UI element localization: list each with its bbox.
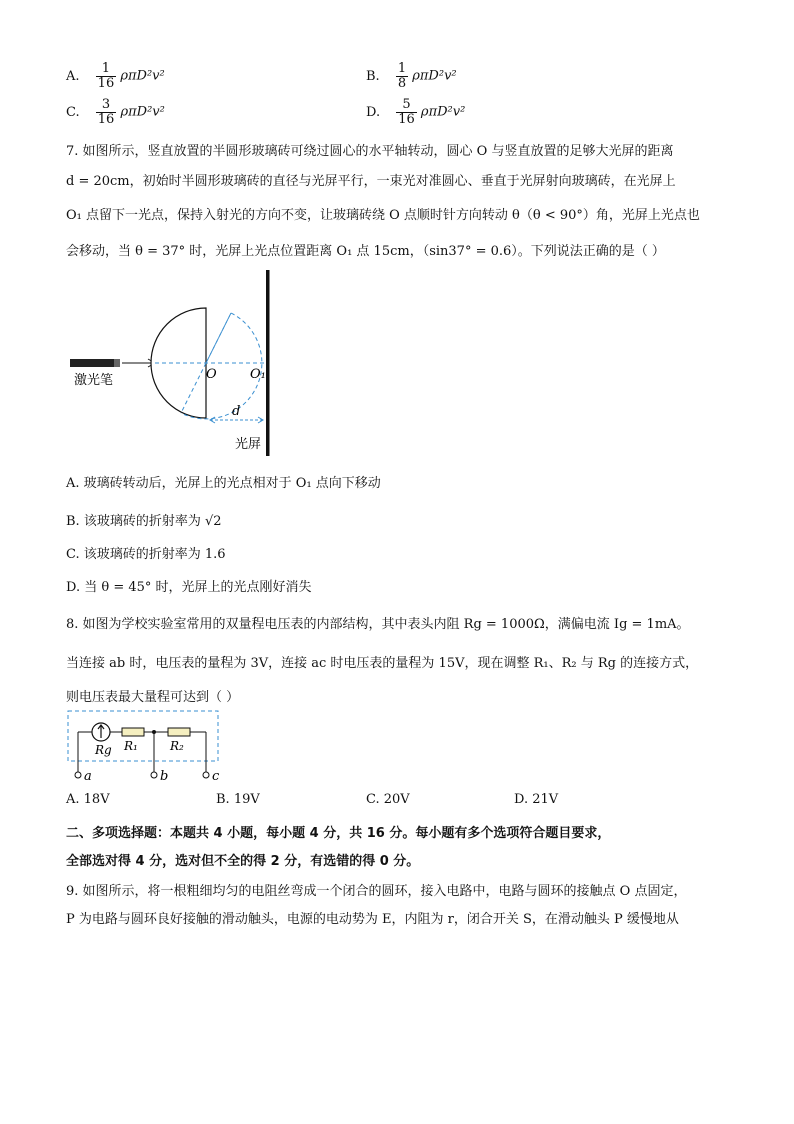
q7-line-1: 7. 如图所示，竖直放置的半圆形玻璃砖可绕过圆心的水平轴转动，圆心 O 与竖直放置的足够大光屏的距离 bbox=[66, 144, 674, 159]
svg-text:b: b bbox=[160, 769, 169, 784]
q9-line-2: P 为电路与圆环良好接触的滑动触头，电源的电动势为 E，内阻为 r，闭合开关 S，在滑动触头 P 缓慢地从 bbox=[66, 912, 679, 927]
fraction: $\frac{1}{16}$ bbox=[97, 61, 115, 91]
q7-option-a[interactable]: A. 玻璃砖转动后，光屏上的光点相对于 O₁ 点向下移动 bbox=[66, 476, 381, 491]
q8-circuit-figure bbox=[64, 708, 224, 786]
q7-option-b[interactable]: B. 该玻璃砖的折射率为 √2 bbox=[66, 514, 222, 529]
laser-pen bbox=[70, 359, 118, 367]
label-d: d bbox=[232, 404, 241, 419]
q7-figure bbox=[60, 268, 300, 458]
section-2-heading-line-1: 二、多项选择题：本题共 4 小题，每小题 4 分，共 16 分。每小题有多个选项符合题目要求， bbox=[66, 826, 611, 841]
fraction: $\frac{3}{16}$ bbox=[97, 97, 115, 127]
q8-line-1: 8. 如图为学校实验室常用的双量程电压表的内部结构，其中表头内阻 Rg = 1000Ω，满偏电流 Ig = 1mA。 bbox=[66, 617, 690, 632]
q6-option-b[interactable]: B. $\frac{1}{8}$ ρπD²v² bbox=[366, 61, 457, 91]
q8-option-a[interactable]: A. 18V bbox=[66, 792, 110, 807]
q7-line-3: O₁ 点留下一光点，保持入射光的方向不变，让玻璃砖绕 O 点顺时针方向转动 θ（θ < 90°）角，光屏上光点也 bbox=[66, 208, 700, 223]
section-2-heading-line-2: 全部选对得 4 分，选对但不全的得 2 分，有选错的得 0 分。 bbox=[66, 854, 420, 869]
fraction: $\frac{1}{8}$ bbox=[397, 61, 407, 91]
svg-text:R₁: R₁ bbox=[124, 739, 138, 753]
q8-line-3: 则电压表最大量程可达到（ ） bbox=[66, 690, 240, 705]
q7-line-2: d = 20cm，初始时半圆形玻璃砖的直径与光屏平行，一束光对准圆心、垂直于光屏射向玻璃砖，在光屏上 bbox=[66, 174, 676, 189]
q7-option-c[interactable]: C. 该玻璃砖的折射率为 1.6 bbox=[66, 547, 226, 562]
resistor-r1 bbox=[122, 728, 144, 736]
q7-option-d[interactable]: D. 当 θ = 45° 时，光屏上的光点刚好消失 bbox=[66, 580, 312, 595]
q6-option-a[interactable]: A. $\frac{1}{16}$ ρπD²v² bbox=[66, 61, 165, 91]
fraction: $\frac{5}{16}$ bbox=[398, 97, 415, 127]
label-laser: 激光笔 bbox=[74, 373, 114, 388]
label-o: O bbox=[206, 367, 217, 382]
q8-option-c[interactable]: C. 20V bbox=[366, 792, 410, 807]
q6-option-d[interactable]: D. $\frac{5}{16}$ ρπD²v² bbox=[366, 97, 466, 127]
q8-option-d[interactable]: D. 21V bbox=[514, 792, 559, 807]
resistor-r2 bbox=[168, 728, 190, 736]
q7-line-4: 会移动，当 θ = 37° 时，光屏上光点位置距离 O₁ 点 15cm，（sin37° = 0.6）。下列说法正确的是（ ） bbox=[66, 244, 665, 259]
svg-text:R₂: R₂ bbox=[170, 739, 184, 753]
label-screen: 光屏 bbox=[235, 437, 262, 452]
svg-text:Rg: Rg bbox=[95, 743, 112, 757]
q8-option-b[interactable]: B. 19V bbox=[216, 792, 260, 807]
q8-line-2: 当连接 ab 时，电压表的量程为 3V，连接 ac 时电压表的量程为 15V，现在调整 R₁、R₂ 与 Rg 的连接方式， bbox=[66, 656, 699, 671]
svg-text:a: a bbox=[84, 769, 92, 784]
q9-line-1: 9. 如图所示，将一根粗细均匀的电阻丝弯成一个闭合的圆环，接入电路中，电路与圆环的接触点 O 点固定， bbox=[66, 884, 687, 899]
q6-option-c[interactable]: C. $\frac{3}{16}$ ρπD²v² bbox=[66, 97, 165, 127]
svg-text:c: c bbox=[212, 769, 220, 784]
label-o1: O₁ bbox=[250, 367, 266, 382]
light-screen bbox=[266, 270, 270, 456]
